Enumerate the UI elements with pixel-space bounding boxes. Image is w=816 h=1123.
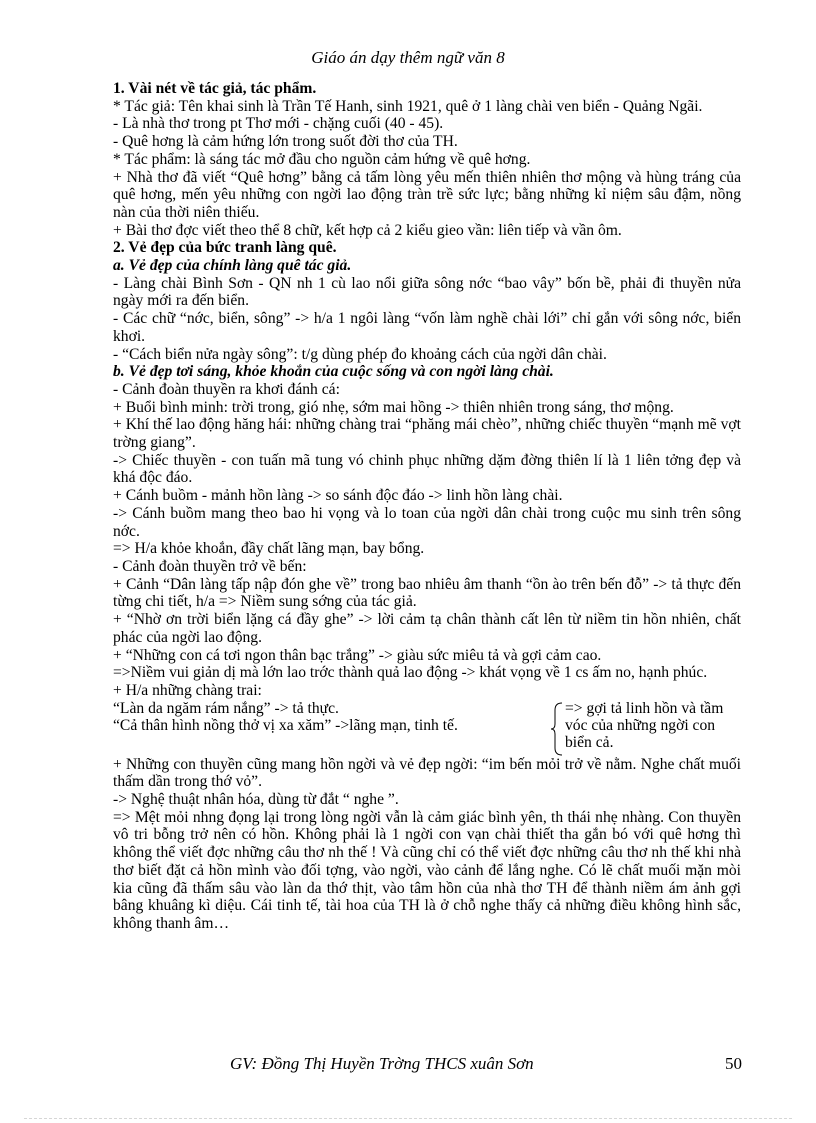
- comparison-conclusion: => gợi tả linh hồn và tầm vóc của những ngời con biển cả.: [565, 699, 724, 751]
- paragraph: =>Niềm vui giản dị mà lớn lao trớc thành quả lao động -> khát vọng về 1 cs ấm no, hạnh phúc.: [113, 664, 708, 682]
- comparison-line-2: “Cả thân hình nồng thở vị xa xăm” ->lãng mạn, tinh tế.: [113, 717, 458, 735]
- page-number: 50: [725, 1054, 742, 1073]
- header-title: Giáo án dạy thêm ngữ văn 8: [311, 48, 505, 67]
- paragraph: -> Nghệ thuật nhân hóa, dùng từ đắt “ nghe ”.: [113, 791, 399, 809]
- body-section-1: [113, 80, 741, 700]
- page-footer: [230, 1054, 742, 1074]
- paragraph: + Cánh buồm - mảnh hồn làng -> so sánh độc đáo -> linh hồn làng chài.: [113, 487, 563, 505]
- paragraph: * Tác giả: Tên khai sinh là Trần Tế Hanh, sinh 1921, quê ở 1 làng chài ven biển - Quảng Ngãi.: [113, 97, 703, 115]
- paragraph: - Là nhà thơ trong pt Thơ mới - chặng cuối (40 - 45).: [113, 115, 444, 133]
- comparison-line-1: “Làn da ngăm rám nắng” -> tả thực.: [113, 699, 339, 717]
- paragraph: + H/a những chàng trai:: [113, 681, 262, 699]
- paragraph: - Quê hơng là cảm hứng lớn trong suốt đời thơ của TH.: [113, 133, 458, 151]
- section-heading: 1. Vài nét về tác giả, tác phẩm.: [113, 80, 317, 97]
- page-bottom-rule: [24, 1118, 792, 1119]
- section-heading: 2. Vẻ đẹp của bức tranh làng quê.: [113, 239, 337, 257]
- paragraph: -> Chiếc thuyền - con tuấn mã tung vó chinh phục những dặm đờng thiên lí là 1 liên tởng đẹp và khá độc đáo.: [113, 451, 741, 487]
- paragraph: + “Nhờ ơn trời biển lặng cá đầy ghe” -> lời cảm tạ chân thành cất lên từ niềm tin hồn nhiên, chất phác của ngời lao động.: [113, 611, 741, 646]
- paragraph: - Làng chài Bình Sơn - QN nh 1 cù lao nổi giữa sông nớc “bao vây” bốn bề, phải đi thuyền nửa ngày mới ra đến biển.: [113, 274, 741, 310]
- paragraph: + “Những con cá tơi ngon thân bạc trắng” -> giàu sức miêu tả và gợi cảm cao.: [113, 646, 602, 664]
- brace-icon: [551, 702, 565, 756]
- paragraph: => H/a khỏe khoắn, đầy chất lãng mạn, bay bổng.: [113, 540, 425, 558]
- body-section-2: [113, 756, 741, 933]
- paragraph: + Buổi bình minh: trời trong, gió nhẹ, sớm mai hồng -> thiên nhiên trong sáng, thơ mộng.: [113, 398, 674, 416]
- subsection-heading: a. Vẻ đẹp của chính làng quê tác giả.: [113, 257, 352, 275]
- paragraph: - Cảnh đoàn thuyền trở về bến:: [113, 557, 307, 575]
- page-body: [113, 80, 741, 933]
- paragraph: - Cảnh đoàn thuyền ra khơi đánh cá:: [113, 380, 340, 398]
- paragraph: + Khí thế lao động hăng hái: những chàng trai “phăng mái chèo”, những chiếc thuyền “mạnh mẽ vợt trờng giang”.: [113, 416, 741, 452]
- comparison-left: [113, 700, 543, 735]
- paragraph: - “Cách biển nửa ngày sông”: t/g dùng phép đo khoảng cách của ngời dân chài.: [113, 345, 607, 363]
- paragraph: - Các chữ “nớc, biển, sông” -> h/a 1 ngôi làng “vốn làm nghề chài lới” chỉ gắn với sông nớc, biển khơi.: [113, 310, 741, 345]
- paragraph: -> Cánh buồm mang theo bao hi vọng và lo toan của ngời dân chài trong cuộc mu sinh trên sông nớc.: [113, 504, 741, 540]
- subsection-heading: b. Vẻ đẹp tơi sáng, khỏe khoắn của cuộc sống và con ngời làng chài.: [113, 363, 554, 381]
- paragraph: + Bài thơ đợc viết theo thể 8 chữ, kết hợp cả 2 kiểu gieo vần: liên tiếp và vần ôm.: [113, 221, 622, 239]
- paragraph: => Mệt mỏi nhng đọng lại trong lòng ngời vẫn là cảm giác bình yên, th thái nhẹ nhàng. Con thuyền vô tri bỗng trở nên có hồn. Không phải là 1 ngời con vạn chài thiết tha gắn bó với quê hơng thì không thể viết đợc những câu thơ nh thế ! Và cũng chỉ có thể viết đợc những câu thơ nh thế khi nhà thơ biết đặt cả hồn mình vào đối tợng, vào ngời, vào cảnh để lắng nghe. Có lẽ chất muối mặn mòi kia cũng đã thấm sâu vào làn da thớ thịt, vào tâm hồn của nhà thơ TH để thành niềm ám ảnh gợi bâng khuâng kì diệu. Cái tinh tế, tài hoa của TH là ở chỗ nghe thấy cả những điều không hình sắc, không thanh âm…: [113, 808, 741, 932]
- comparison-block: [113, 700, 741, 756]
- paragraph: + Cảnh “Dân làng tấp nập đón ghe về” trong bao nhiêu âm thanh “ồn ào trên bến đỗ” -> tả thực đến từng chi tiết, h/a => Niềm sung sớng của tác giả.: [113, 575, 741, 611]
- page-header: [0, 48, 816, 68]
- paragraph: * Tác phẩm: là sáng tác mở đầu cho nguồn cảm hứng về quê hơng.: [113, 150, 531, 168]
- paragraph: + Những con thuyền cũng mang hồn ngời và vẻ đẹp ngời: “im bến mỏi trở về nằm. Nghe chất muối thấm dần trong thớ vỏ”.: [113, 755, 741, 791]
- paragraph: + Nhà thơ đã viết “Quê hơng” bằng cả tấm lòng yêu mến thiên nhiên thơ mộng và hùng tráng của quê hơng, mến yêu những con ngời lao động tràn trề sức lực; bằng những kỉ niệm sâu đậm, nồng nàn của thời niên thiếu.: [113, 168, 741, 221]
- footer-teacher: GV: Đồng Thị Huyền Trờng THCS xuân Sơn: [230, 1054, 534, 1073]
